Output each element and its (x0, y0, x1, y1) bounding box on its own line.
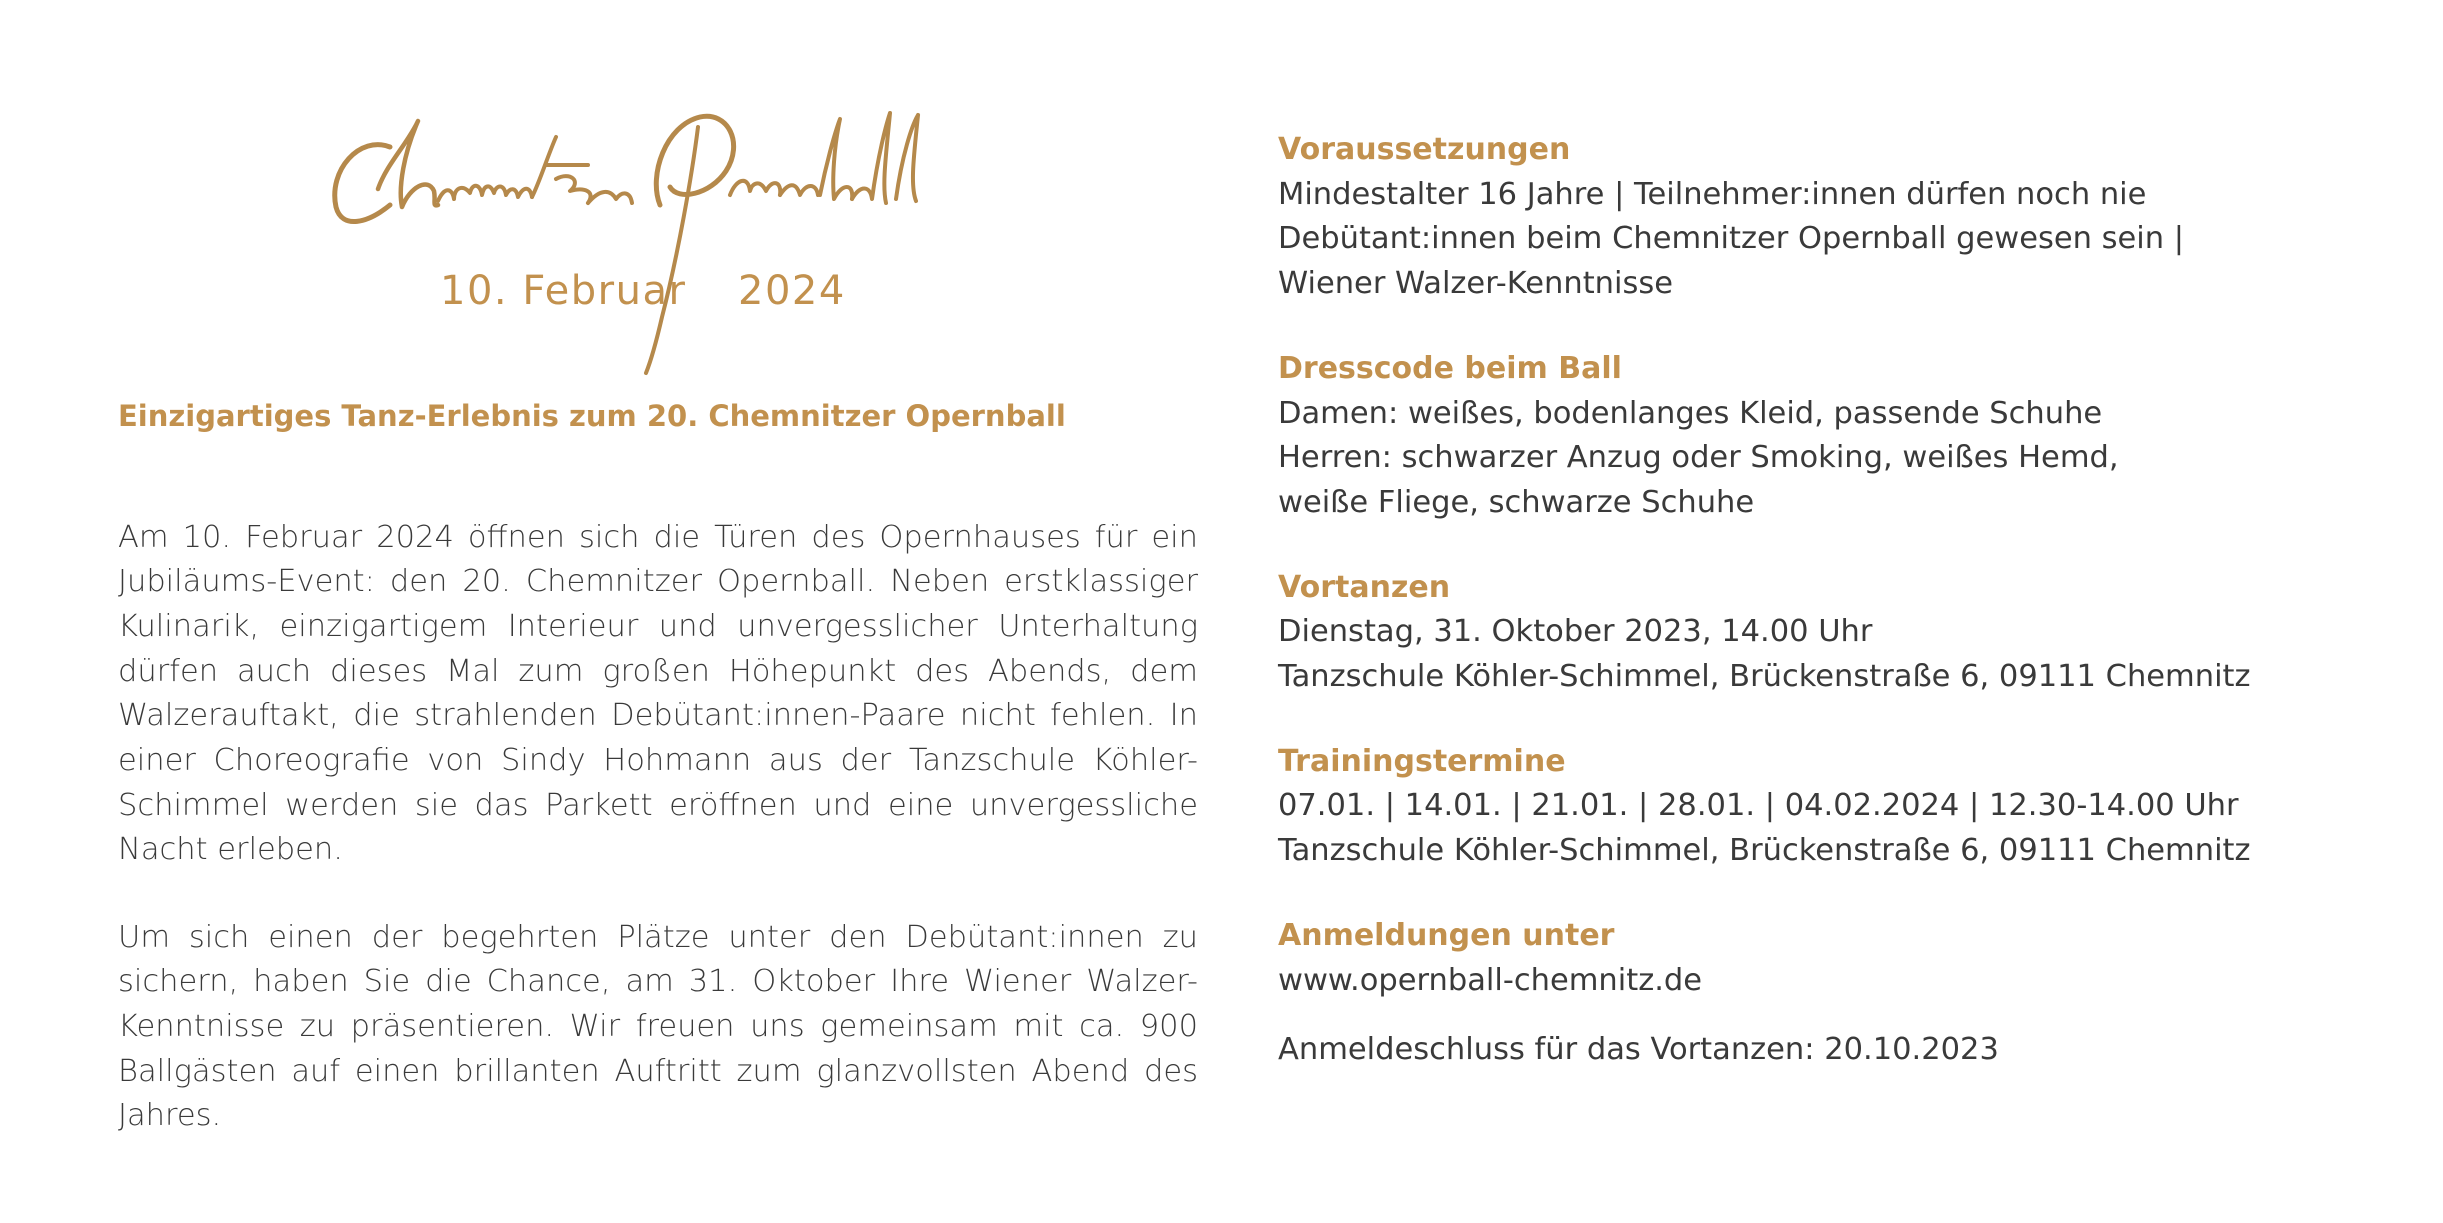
section-voraussetzungen (1278, 128, 2418, 307)
section-vortanzen (1278, 566, 2418, 700)
section-line: Tanzschule Köhler-Schimmel, Brückenstraße 6, 09111 Chemnitz (1278, 659, 2251, 695)
intro-heading: Einzigartiges Tanz-Erlebnis zum 20. Chemnitzer Opernball (118, 399, 1066, 433)
registration-link[interactable]: www.opernball-chemnitz.de (1278, 962, 1703, 998)
intro-paragraph-1: Am 10. Februar 2024 öffnen sich die Türen des Opernhauses für ein Jubiläums-Event: den 20. Chemnitzer Opernball. Neben erstklassiger Kulinarik, einzigartigem Interieur und unvergesslicher Unterhaltung dürfen auch dieses Mal zum großen Höhepunkt des Abends, dem Walzerauftakt, die strahlenden Debütant:innen-Paare nicht fehlen. In einer Choreografie von Sindy Hohmann aus der Tanzschule Köhler-Schimmel werden sie das Parkett eröffnen und eine unvergessliche Nacht erleben. (118, 519, 1198, 868)
section-line: Wiener Walzer-Kenntnisse (1278, 266, 1674, 302)
section-line: Dienstag, 31. Oktober 2023, 14.00 Uhr (1278, 614, 1873, 650)
section-title: Anmeldungen unter (1278, 917, 1615, 953)
section-line: Tanzschule Köhler-Schimmel, Brückenstraße 6, 09111 Chemnitz (1278, 833, 2251, 869)
section-line: Debütant:innen beim Chemnitzer Opernball gewesen sein | (1278, 221, 2185, 257)
section-line: Damen: weißes, bodenlanges Kleid, passende Schuhe (1278, 395, 2103, 431)
section-title: Vortanzen (1278, 569, 1451, 605)
intro-paragraph-2: Um sich einen der begehrten Plätze unter den Debütant:innen zu sichern, haben Sie die Chance, am 31. Oktober Ihre Wiener Walzer-Kenntnisse zu präsentieren. Wir freuen uns gemeinsam mit ca. 900 Ballgästen auf einen brillanten Auftritt zum glanzvollsten Abend des Jahres. (118, 919, 1198, 1134)
section-line: Mindestalter 16 Jahre | Teilnehmer:innen dürfen noch nie (1278, 176, 2147, 212)
section-trainingstermine (1278, 740, 2418, 874)
event-date-day-month: 10. Februar (440, 268, 687, 314)
section-title: Dresscode beim Ball (1278, 350, 1622, 386)
section-line: weiße Fliege, schwarze Schuhe (1278, 484, 1755, 520)
section-line: Herren: schwarzer Anzug oder Smoking, weißes Hemd, (1278, 440, 2119, 476)
section-dresscode (1278, 347, 2418, 526)
section-title: Trainingstermine (1278, 743, 1566, 779)
event-date (440, 268, 870, 314)
event-date-year: 2024 (738, 268, 846, 314)
info-column (1278, 128, 2418, 1113)
section-line: 07.01. | 14.01. | 21.01. | 28.01. | 04.02.2024 | 12.30-14.00 Uhr (1278, 788, 2239, 824)
section-anmeldungen (1278, 914, 2418, 1073)
registration-deadline: Anmeldeschluss für das Vortanzen: 20.10.2023 (1278, 1032, 1999, 1068)
section-title: Voraussetzungen (1278, 132, 1571, 167)
